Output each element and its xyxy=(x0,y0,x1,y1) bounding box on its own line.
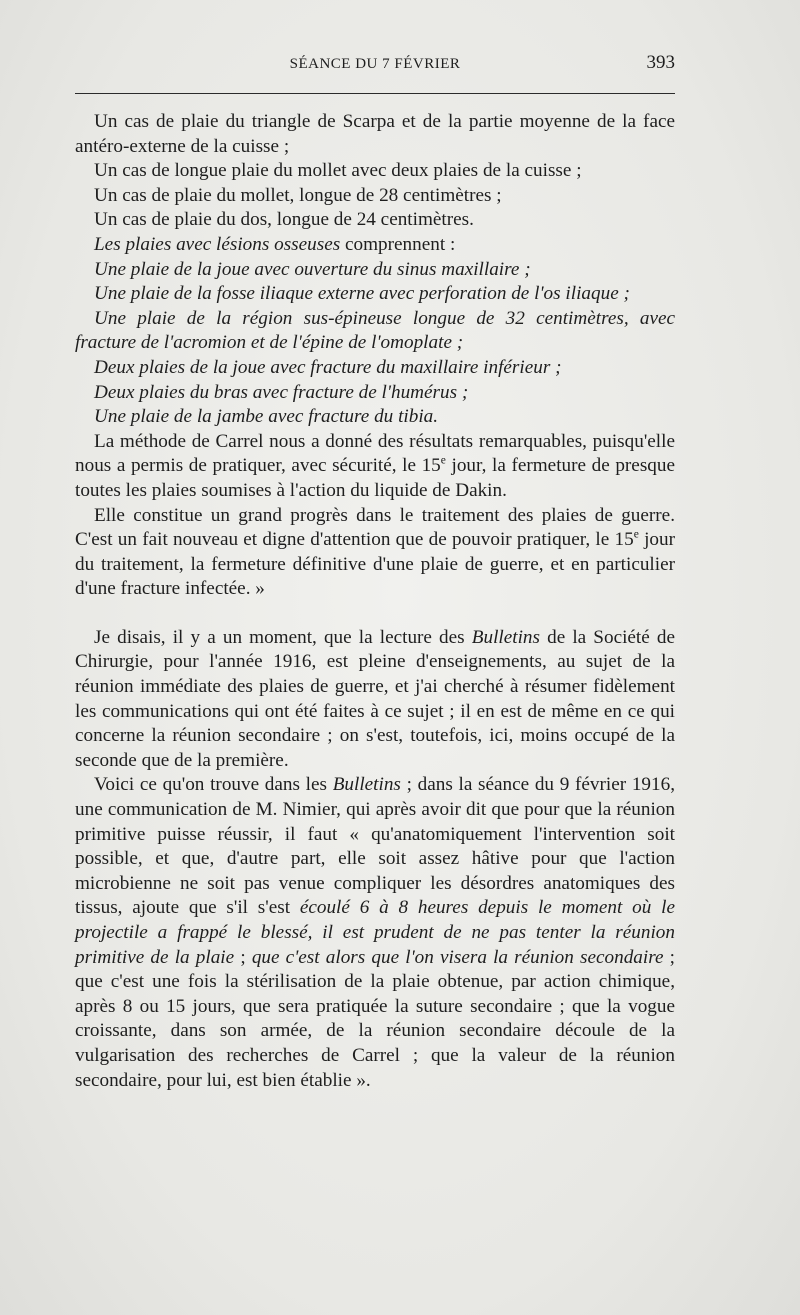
header-rule xyxy=(75,93,675,94)
body-text xyxy=(75,110,675,1093)
paragraph-14-italic: Bulletins xyxy=(471,626,540,648)
paragraph-12-a: La méthode de Carrel nous a donné des résultats remarquables, puisqu'elle nous a permis de pratiquer, avec sécurité, le 15 xyxy=(75,430,675,477)
running-title: SÉANCE DU 7 FÉVRIER xyxy=(289,56,461,72)
paragraph-15-d: ; que c'est une fois la stérilisation de la plaie obtenue, par action chimique, après 8 ou 15 jours, que sera pratiquée la suture secondaire ; que la vogue croissante, dans son armée, de la réunion secondaire découle de la vulgarisation des recherches de Carrel ; que la valeur de la réunion secondaire, pour lui, est bien établie ». xyxy=(75,946,675,1091)
paragraph-12-b: jour, la fermeture de presque toutes les plaies soumises à l'action du liquide de Dakin. xyxy=(75,455,675,501)
paragraph-12 xyxy=(75,430,675,504)
paragraph-10: Deux plaies du bras avec fracture de l'humérus ; xyxy=(94,381,469,403)
paragraph-13-b: jour du traitement, la fermeture définitive d'une plaie de guerre, et en particulier d'une fracture infectée. » xyxy=(75,529,675,600)
paragraph-15-c: ; xyxy=(234,946,252,968)
page-number: 393 xyxy=(646,52,675,73)
page-header xyxy=(75,52,675,78)
paragraph-15 xyxy=(75,773,675,1093)
paragraph-14 xyxy=(75,626,675,774)
paragraph-15-italic-2: écoulé 6 à 8 heures depuis le moment où le projectile a frappé le blessé, il est prudent de ne pas tenter la réunion primitive de la plaie xyxy=(75,897,675,968)
paragraph-15-b: ; dans la séance du 9 février 1916, une communication de M. Nimier, qui après avoir dit que pour que la réunion primitive puisse réussir, il faut « qu'anatomiquement l'intervention soit possible, et que, d'autre part, elle soit assez hâtive pour que l'action microbienne ne soit pas venue compliquer les désordres anatomiques des tissus, ajoute que s'il s'est xyxy=(75,774,675,919)
paragraph-12-sup: e xyxy=(440,454,446,467)
paragraph-9: Deux plaies de la joue avec fracture du maxillaire inférieur ; xyxy=(94,356,562,378)
paragraph-15-a: Voici ce qu'on trouve dans les xyxy=(94,774,333,796)
paragraph-6: Une plaie de la joue avec ouverture du sinus maxillaire ; xyxy=(94,258,531,280)
paragraph-7: Une plaie de la fosse iliaque externe avec perforation de l'os iliaque ; xyxy=(94,283,630,305)
paragraph-1: Un cas de plaie du triangle de Scarpa et de la partie moyenne de la face antéro-externe de la cuisse ; xyxy=(75,111,675,157)
paragraph-8: Une plaie de la région sus-épineuse longue de 32 centimètres, avec fracture de l'acromion et de l'épine de l'omoplate ; xyxy=(75,307,675,354)
paragraph-4: Un cas de plaie du dos, longue de 24 centimètres. xyxy=(94,209,474,231)
paragraph-13 xyxy=(75,504,675,602)
paragraph-3: Un cas de plaie du mollet, longue de 28 centimètres ; xyxy=(94,184,502,206)
paragraph-13-sup: e xyxy=(633,528,639,541)
paragraph-11: Une plaie de la jambe avec fracture du tibia. xyxy=(94,406,439,428)
paragraph-13-a: Elle constitue un grand progrès dans le traitement des plaies de guerre. C'est un fait nouveau et digne d'attention que de pouvoir pratiquer, le 15 xyxy=(75,504,675,551)
paragraph-14-a: Je disais, il y a un moment, que la lecture des xyxy=(94,626,472,648)
paragraph-5-italic: Les plaies avec lésions osseuses xyxy=(94,233,341,255)
paragraph-5-rest: comprennent : xyxy=(340,233,456,255)
paragraph-2: Un cas de longue plaie du mollet avec deux plaies de la cuisse ; xyxy=(94,160,582,182)
paragraph-15-italic-1: Bulletins xyxy=(332,774,401,796)
paragraph-14-b: de la Société de Chirurgie, pour l'année 1916, est pleine d'enseignements, au sujet de la réunion immédiate des plaies de guerre, et j'ai cherché à résumer fidèlement les communications qui ont été faites à ce sujet ; il en est de même en ce qui concerne la réunion secondaire ; on s'est, toutefois, ici, moins occupé de la seconde que de la première. xyxy=(75,626,676,771)
paragraph-15-italic-3: que c'est alors que l'on visera la réunion secondaire xyxy=(251,946,664,968)
paragraph-5 xyxy=(75,233,675,258)
